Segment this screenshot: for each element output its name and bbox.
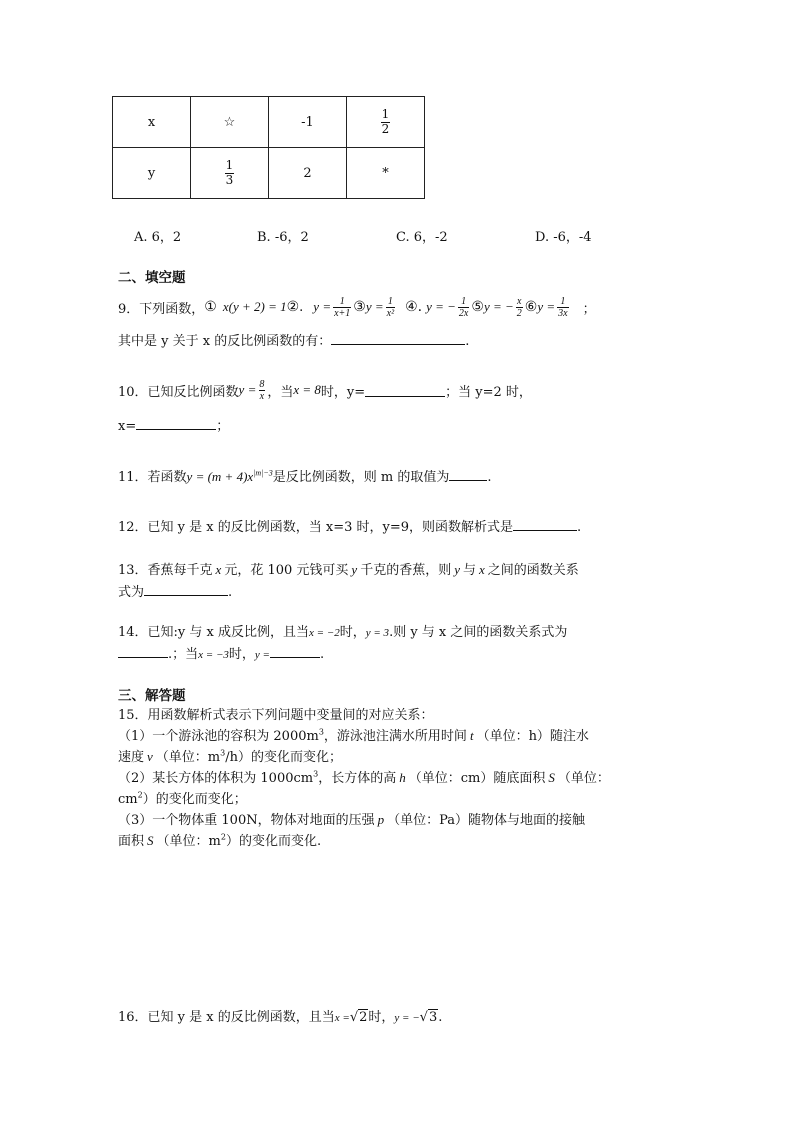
question-13-line2: 式为 . bbox=[118, 581, 232, 600]
answer-blank bbox=[513, 517, 577, 531]
question-10-line1: 10．已知反比例函数 y = $\frac{8}{x}$ ，当 x = 8 时，y= ；当 y=2 时， bbox=[118, 378, 532, 402]
value-table bbox=[112, 96, 425, 199]
question-15-part2-line1: （2）某长方体的体积为 $1000cm^3$，长方体的高 h （单位：cm）随底面积 S （单位： bbox=[118, 769, 610, 786]
answer-blank bbox=[365, 383, 445, 397]
answer-blank bbox=[331, 331, 465, 345]
question-11: 11．若函数$y = (m + 4)x^{|m|-3}$是反比例函数，则 m 的取值为 . bbox=[118, 468, 492, 485]
fraction: $\frac{1}{x+1}$ bbox=[334, 295, 351, 319]
sqrt-symbol: √2 bbox=[349, 1010, 368, 1025]
choice-a: A. 6，2 bbox=[134, 230, 182, 245]
question-15-part3-line2: 面积 S （单位：$m^2$）的变化而变化. bbox=[118, 832, 322, 849]
question-14-line1: 14．已知:y 与 x 成反比例，且当x = −2时，y = 3.则 y 与 x 之间的函数关系式为 bbox=[118, 625, 568, 640]
section-heading-answer: 三、解答题 bbox=[118, 688, 186, 704]
choice-c: C. 6，-2 bbox=[396, 230, 448, 245]
answer-blank bbox=[144, 582, 228, 596]
question-10-line2: x= ； bbox=[118, 415, 229, 434]
table-row bbox=[113, 148, 425, 199]
question-15-part3-line1: （3）一个物体重 100N，物体对地面的压强 p （单位：Pa）随物体与地面的接触 bbox=[118, 812, 586, 828]
table-cell: 2 bbox=[269, 148, 347, 199]
table-cell: ☆ bbox=[191, 97, 269, 148]
question-9-line2: 其中是 y 关于 x 的反比例函数的有： . bbox=[118, 330, 469, 349]
question-15-part1-line1: （1）一个游泳池的容积为 $2000m^3$，游泳池注满水所用时间 t （单位：h）随注水 bbox=[118, 727, 589, 744]
answer-blank bbox=[449, 467, 487, 481]
question-9-line1: 9．下列函数， ① x(y + 2) = 1 ② . y = $\frac{1}{x+1}$ ③ y = $\frac{1}{\text{x²}}$ ④. y = − $\frac{1}{2x}$ ⑤ y = − $\frac{x}{2}$ ⑥ y = $\frac{1}{3x}$ ； bbox=[118, 295, 596, 319]
question-13-line1: 13．香蕉每千克 x 元，花 100 元钱可买 y 千克的香蕉，则 y 与 x 之间的函数关系 bbox=[118, 562, 579, 578]
fraction: $\frac{8}{x}$ bbox=[259, 378, 265, 402]
fraction: $\frac{1}{3}$ bbox=[225, 158, 234, 187]
fraction: $\frac{1}{2x}$ bbox=[458, 295, 469, 319]
table-cell: * bbox=[347, 148, 425, 199]
table-cell: -1 bbox=[269, 97, 347, 148]
fraction: $\frac{x}{2}$ bbox=[516, 295, 522, 319]
fraction: $\frac{1}{2}$ bbox=[381, 107, 390, 136]
fraction: $\frac{1}{3x}$ bbox=[558, 295, 568, 319]
question-15-part1-line2: 速度 v （单位：$m^3/h$）的变化而变化； bbox=[118, 748, 342, 765]
table-cell bbox=[347, 97, 425, 148]
question-15-part2-line2: $cm^2$）的变化而变化； bbox=[118, 790, 247, 807]
fraction: $\frac{1}{\text{x²}}$ bbox=[386, 295, 395, 319]
table-cell: x bbox=[113, 97, 191, 148]
answer-blank bbox=[136, 416, 216, 430]
sqrt-symbol: √3 bbox=[419, 1010, 438, 1025]
answer-blank bbox=[270, 644, 320, 658]
answer-blank bbox=[118, 644, 168, 658]
section-heading-fill-blank: 二、填空题 bbox=[118, 270, 186, 286]
choice-b: B. -6，2 bbox=[257, 230, 309, 245]
choice-d: D. -6，-4 bbox=[535, 230, 592, 245]
question-14-line2: .；当x = −3时，y = . bbox=[118, 643, 324, 662]
question-12: 12．已知 y 是 x 的反比例函数，当 x=3 时，y=9，则函数解析式是 . bbox=[118, 516, 581, 535]
question-15-stem: 15．用函数解析式表示下列问题中变量间的对应关系： bbox=[118, 708, 434, 723]
table-row bbox=[113, 97, 425, 148]
table-cell: y bbox=[113, 148, 191, 199]
question-16: 16．已知 y 是 x 的反比例函数，且当x =√2时，y = −√3. bbox=[118, 1010, 443, 1025]
table-cell bbox=[191, 148, 269, 199]
